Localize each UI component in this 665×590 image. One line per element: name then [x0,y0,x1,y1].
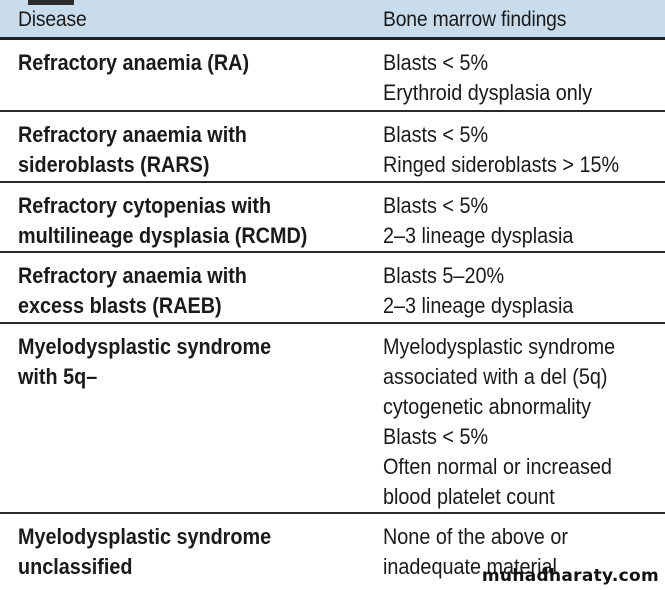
findings-line: inadequate material [383,554,557,579]
disease-line: Refractory anaemia with [18,263,247,288]
findings-cell [383,48,653,108]
findings-line: 2–3 lineage dysplasia [383,223,574,248]
findings-line: associated with a del (5q) [383,364,608,389]
findings-line: Blasts < 5% [383,193,489,218]
header-bone-marrow-findings: Bone marrow findings [383,8,567,31]
disease-line: with 5q– [18,364,98,389]
header-tab-mark [28,0,74,5]
findings-line: Erythroid dysplasia only [383,80,593,105]
findings-line: blood platelet count [383,484,555,509]
findings-line: Blasts < 5% [383,424,489,449]
header-disease: Disease [18,8,87,31]
table-row-ra [0,40,665,112]
disease-line: Refractory cytopenias with [18,193,272,218]
disease-line: Myelodysplastic syndrome [18,524,272,549]
disease-line: excess blasts (RAEB) [18,293,222,318]
table-row-rcmd [0,183,665,253]
disease-cell [18,522,333,582]
disease-cell [18,48,333,78]
findings-cell [383,332,653,512]
disease-line: Myelodysplastic syndrome [18,334,272,359]
disease-cell [18,261,333,321]
disease-line: multilineage dysplasia (RCMD) [18,223,308,248]
disease-cell [18,120,333,180]
findings-cell [383,191,653,251]
disease-line: Refractory anaemia (RA) [18,50,250,75]
table-row-5q [0,324,665,514]
table-row-raeb [0,253,665,324]
findings-line: Myelodysplastic syndrome [383,334,616,359]
findings-cell [383,261,653,321]
findings-line: Blasts 5–20% [383,263,505,288]
disease-cell [18,332,333,392]
findings-line: None of the above or [383,524,568,549]
findings-line: Blasts < 5% [383,50,489,75]
disease-line: unclassified [18,554,133,579]
findings-line: Ringed sideroblasts > 15% [383,152,620,177]
disease-cell [18,191,333,251]
findings-line: 2–3 lineage dysplasia [383,293,574,318]
disease-line: sideroblasts (RARS) [18,152,210,177]
findings-cell [383,120,653,180]
findings-line: cytogenetic abnormality [383,394,592,419]
disease-line: Refractory anaemia with [18,122,247,147]
findings-line: Blasts < 5% [383,122,489,147]
table-row-rars [0,112,665,183]
site-watermark: muhadharaty.com [481,566,659,586]
table-header [0,0,665,40]
findings-line: Often normal or increased [383,454,612,479]
